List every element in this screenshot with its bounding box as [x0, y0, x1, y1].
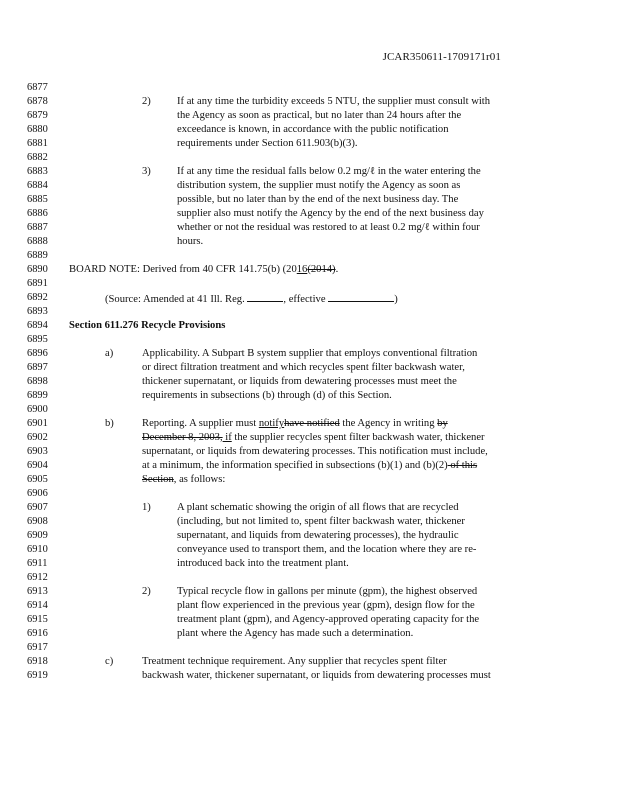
text-line: supplier also must notify the Agency by the end of the next business day [177, 208, 484, 219]
text-line: requirements in subsections (b) through (d) of this Section. [142, 390, 392, 401]
text-line: supernatant, and liquids from dewatering processes), the hydraulic [177, 530, 459, 541]
deleted-text: Section [142, 474, 174, 485]
text-line: supernatant, or liquids from dewatering processes. This notification must include, [142, 446, 488, 457]
inserted-text: notify [258, 418, 285, 429]
text-line: exceedance is known, in accordance with the public notification [177, 124, 449, 135]
source-line [105, 292, 398, 305]
line-number: 6894 [27, 320, 48, 331]
line-number: 6904 [27, 460, 48, 471]
list-marker: 3) [142, 166, 151, 177]
line-number: 6895 [27, 334, 48, 345]
line-number: 6907 [27, 502, 48, 513]
text-line: A plant schematic showing the origin of all flows that are recycled [177, 502, 459, 513]
line-number: 6878 [27, 96, 48, 107]
list-marker: b) [105, 418, 114, 429]
line-number: 6917 [27, 642, 48, 653]
board-note [69, 264, 338, 275]
document-id-header: JCAR350611-1709171r01 [382, 51, 501, 63]
list-marker: 2) [142, 586, 151, 597]
line-number: 6890 [27, 264, 48, 275]
text-line: treatment plant (gpm), and Agency-approved operating capacity for the [177, 614, 480, 625]
list-marker: 1) [142, 502, 151, 513]
text-line: distribution system, the supplier must notify the Agency as soon as [177, 180, 461, 191]
board-note-end: . [335, 264, 339, 275]
text-run: , as follows: [173, 474, 226, 485]
text-line: introduced back into the treatment plant. [177, 558, 349, 569]
register-blank [247, 292, 283, 302]
line-number: 6885 [27, 194, 48, 205]
board-note-text: BOARD NOTE: Derived from 40 CFR 141.75(b) (20 [69, 264, 297, 275]
text-line: requirements under Section 611.903(b)(3). [177, 138, 358, 149]
text-line: whether or not the residual was restored to at least 0.2 mg/ℓ within four [177, 222, 480, 233]
text-line: conveyance used to transport them, and the location where they are re- [177, 544, 477, 555]
line-number: 6919 [27, 670, 48, 681]
text-line: hours. [177, 236, 204, 247]
text-line: (including, but not limited to, spent filter backwash water, thickener [177, 516, 465, 527]
text-line [142, 460, 477, 471]
text-line: If at any time the turbidity exceeds 5 NTU, the supplier must consult with [177, 96, 491, 107]
text-line: the Agency as soon as practical, but no later than 24 hours after the [177, 110, 462, 121]
deleted-text: December 8, 2003, [142, 432, 223, 443]
line-number: 6900 [27, 404, 48, 415]
line-number: 6911 [27, 558, 48, 569]
text-run: at a minimum, the information specified in subsections (b)(1) and (b)(2) [142, 460, 448, 471]
source-prefix: (Source: Amended at 41 Ill. Reg. [105, 294, 245, 305]
text-line: If at any time the residual falls below 0.2 mg/ℓ in the water entering the [177, 166, 481, 177]
source-suffix: ) [394, 294, 398, 305]
line-number: 6898 [27, 376, 48, 387]
text-line: Typical recycle flow in gallons per minute (gpm), the highest observed [177, 586, 478, 597]
deleted-text: of this [447, 460, 478, 471]
deleted-text: (2014) [307, 264, 336, 275]
line-number: 6916 [27, 628, 48, 639]
line-number: 6893 [27, 306, 48, 317]
text-line: backwash water, thickener supernatant, or liquids from dewatering processes must [142, 670, 491, 681]
line-number: 6909 [27, 530, 48, 541]
deleted-text: by [437, 418, 448, 429]
line-number: 6891 [27, 278, 48, 289]
text-line: plant where the Agency has made such a determination. [177, 628, 414, 639]
line-number: 6888 [27, 236, 48, 247]
list-marker: a) [105, 348, 114, 359]
line-number: 6880 [27, 124, 48, 135]
text-line: possible, but no later than by the end of the next business day. The [177, 194, 459, 205]
line-number: 6896 [27, 348, 48, 359]
line-number: 6889 [27, 250, 48, 261]
line-number: 6881 [27, 138, 48, 149]
line-number: 6918 [27, 656, 48, 667]
line-number: 6887 [27, 222, 48, 233]
inserted-text: 16 [296, 264, 308, 275]
line-number: 6914 [27, 600, 48, 611]
list-marker: 2) [142, 96, 151, 107]
list-marker: c) [105, 656, 114, 667]
line-number: 6908 [27, 516, 48, 527]
line-number: 6882 [27, 152, 48, 163]
text-run: Reporting. A supplier must [142, 418, 259, 429]
line-number: 6903 [27, 446, 48, 457]
line-number: 6915 [27, 614, 48, 625]
line-number: 6913 [27, 586, 48, 597]
line-number: 6902 [27, 432, 48, 443]
effective-date-blank [328, 292, 394, 302]
line-number: 6897 [27, 362, 48, 373]
text-line [142, 432, 485, 443]
line-number: 6901 [27, 418, 48, 429]
text-line: plant flow experienced in the previous year (gpm), design flow for the [177, 600, 475, 611]
line-number: 6877 [27, 82, 48, 93]
line-number: 6879 [27, 110, 48, 121]
line-number: 6905 [27, 474, 48, 485]
line-number: 6906 [27, 488, 48, 499]
text-run: the supplier recycles spent filter backwash water, thickener [231, 432, 485, 443]
text-line: Applicability. A Subpart B system supplier that employs conventional filtration [142, 348, 478, 359]
text-line: Treatment technique requirement. Any supplier that recycles spent filter [142, 656, 447, 667]
inserted-text: if [222, 432, 232, 443]
text-line: thickener supernatant, or liquids from dewatering processes must meet the [142, 376, 457, 387]
line-number: 6884 [27, 180, 48, 191]
line-number: 6886 [27, 208, 48, 219]
line-number: 6910 [27, 544, 48, 555]
source-middle: , effective [283, 294, 326, 305]
text-line [142, 474, 225, 485]
text-line: or direct filtration treatment and which recycles spent filter backwash water, [142, 362, 465, 373]
line-number: 6883 [27, 166, 48, 177]
section-heading: Section 611.276 Recycle Provisions [69, 320, 226, 331]
line-number: 6912 [27, 572, 48, 583]
line-number: 6899 [27, 390, 48, 401]
text-run: the Agency in writing [339, 418, 438, 429]
line-number: 6892 [27, 292, 48, 303]
text-line [142, 418, 448, 429]
deleted-text: have notified [284, 418, 340, 429]
